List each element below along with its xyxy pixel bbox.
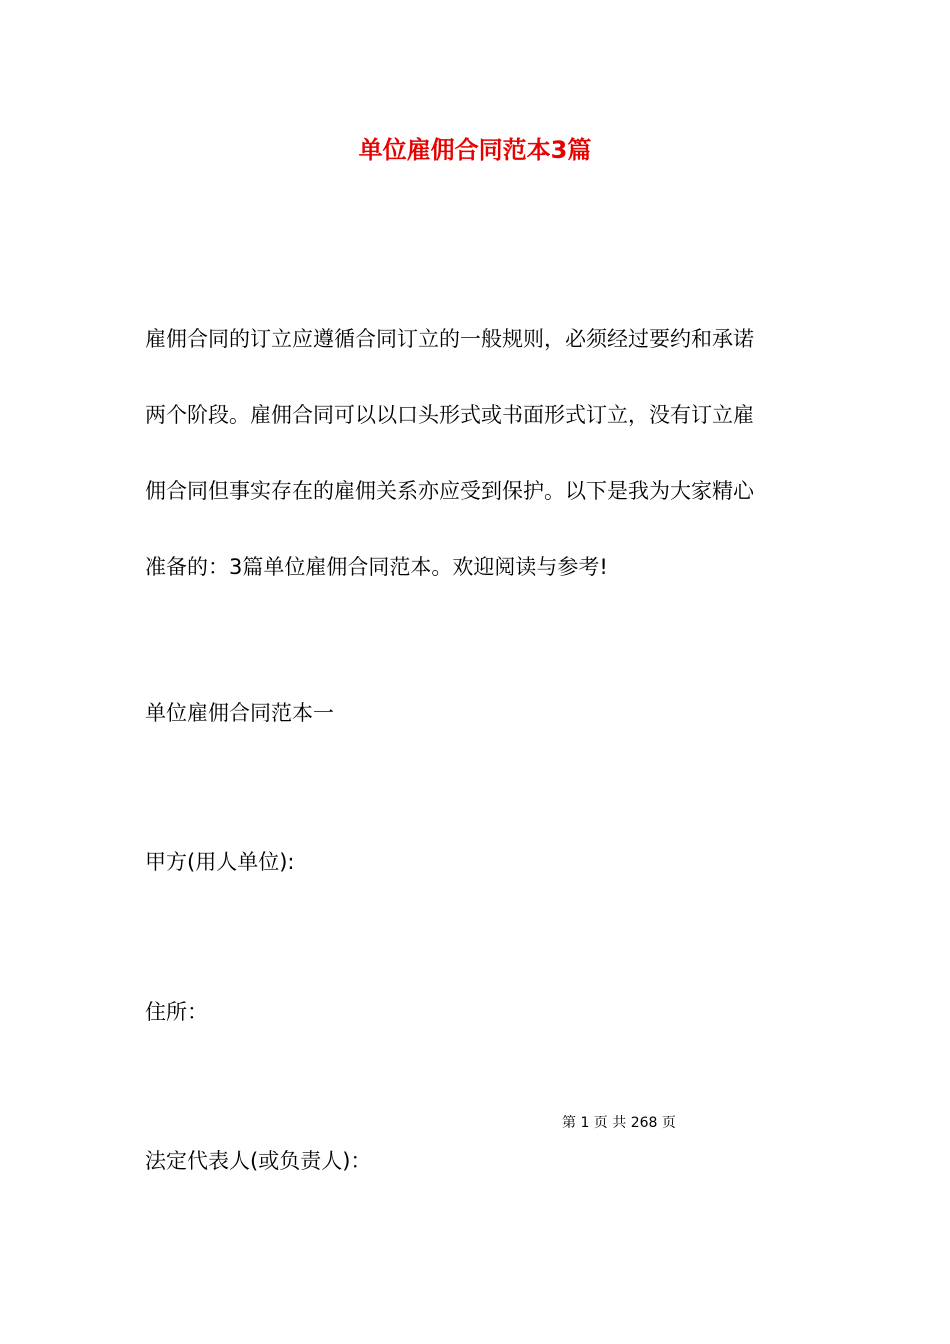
legal-representative-label: 法定代表人(或负责人)： — [145, 1149, 372, 1173]
party-a-label: 甲方(用人单位): — [145, 850, 295, 874]
intro-line: 佣合同但事实存在的雇佣关系亦应受到保护。以下是我为大家精心 — [145, 479, 754, 503]
intro-line: 两个阶段。雇佣合同可以以口头形式或书面形式订立，没有订立雇 — [145, 403, 754, 427]
intro-line: 雇佣合同的订立应遵循合同订立的一般规则，必须经过要约和承诺 — [145, 327, 754, 351]
address-label: 住所： — [145, 1000, 208, 1024]
intro-line: 准备的：3篇单位雇佣合同范本。欢迎阅读与参考! — [145, 555, 608, 579]
document-title: 单位雇佣合同范本3篇 — [358, 136, 592, 164]
page-footer: 第 1 页 共 268 页 — [562, 1115, 676, 1131]
intro-paragraph — [145, 320, 807, 624]
section-heading: 单位雇佣合同范本一 — [145, 701, 334, 725]
